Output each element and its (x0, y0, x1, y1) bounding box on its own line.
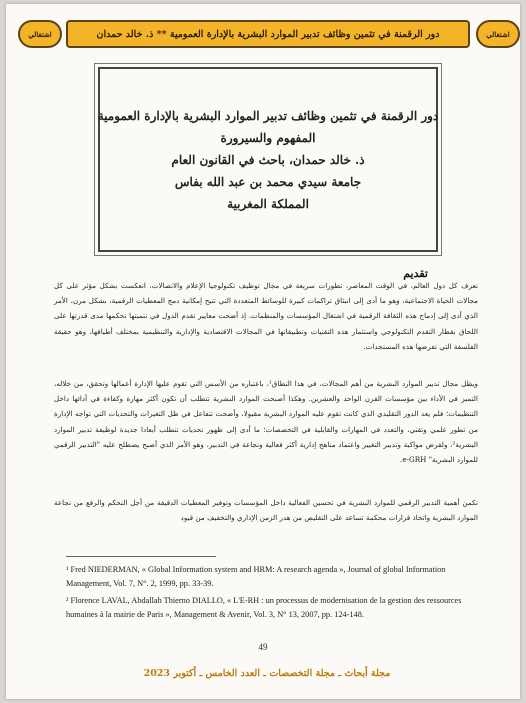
body-paragraph: ويظل مجال تدبير الموارد البشرية من أهم المجالات، في هذا النطاق¹، باعتباره من الأسس التي تقوم عليها الإدارة أعمالها وتحقق، من خلاله، التميز في الأداء بين مؤسسات القرن الواحد والعشرين. وهكذا أصبحت الموارد البشرية تتطلب أن تكون أكثر مهارة وكفاءة في أدائها داخل التنظيمات؛ فلم يعد الدور التقليدي الذي كانت تقوم عليه الموارد البشرية مقبولا، وأضحت تتفاعل في ظل التغيرات والتحديات التي تواجه الإدارة من تطور علمي وتقني، والتعدد في المهارات والقابلية في التخصصات؛ ما أدى إلى ظهور تحديات تتطلب أبعادا جديدة لوظيفة تدبير الموارد البشرية²، ولفرض مواكبة وتدبير التغيير واعتماد مناهج إدارية أكثر فعالية ونجاعة في التدبير، وهو الأمر الذي أصبح يصطلح عليه "التدبير الرقمي للموارد البشرية" e-GRH. (54, 379, 478, 465)
article-subtitle: المفهوم والسيرورة (220, 130, 316, 145)
author-line: ذ. خالد حمدان، باحث في القانون العام (171, 152, 365, 167)
journal-logo-right: اشتغالي (476, 20, 520, 48)
footnote: ² Florence LAVAL, Abdallah Thierno DIALLO, « L'E-RH : un processus de modernisation de la gestion des ressources humaines à la mairie de Paris », Management & Avenir, Vol. 3, N° 13, 2007, pp. 124-148. (66, 596, 462, 619)
running-header: دور الرقمنة في تثمين وظائف تدبير الموارد البشرية بالإدارة العمومية ** ذ. خالد حمدان (66, 20, 470, 48)
body-paragraph: تعرف كل دول العالم، في الوقت المعاصر، تطورات سريعة في مجال توظيف تكنولوجيا الإعلام والاتصالات، انعكست بشكل مؤثر على كل مجالات الحياة الاجتماعية، وهو ما أدى إلى انبثاق تراكمات كبيرة للوسائط المتعددة التي تتيح إمكانية دمج المعطيات الرقمية، بشكل مرن، الأمر الذي أدى إلى إدماج هذه الثقافة الرقمية في اشتغال المؤسسات والمنظمات. إذ أضحت معايير تقدم الدول في تنميتها تحكمها مدى قدرتها على اللحاق بقطار التقدم التكنولوجي واستثمار هذه التقنيات وتطبيقاتها في المجالات الاقتصادية والإدارية والتنظيمية بمختلف أطيافها، وهو حقيقة الفلسفة التي تفرضها هذه المستجدات. (54, 281, 478, 351)
footnote: ¹ Fred NIEDERMAN, « Global Information system and HRM: A research agenda », Journal of global Information Management, Vol. 7, N°. 2, 1999, pp. 33-39. (66, 565, 446, 588)
article-title: دور الرقمنة في تثمين وظائف تدبير الموارد البشرية بالإدارة العمومية (97, 108, 439, 123)
country-line: المملكة المغربية (227, 196, 309, 211)
document-page (6, 4, 520, 699)
body-paragraph: تكمن أهمية التدبير الرقمي للموارد البشرية في تحسين الفعالية داخل المؤسسات وتوفير المعطيات الدقيقة من أجل التحكم والرفع من نجاعة الموارد البشرية واتخاذ قرارات محكمة تساعد على التقليص من هدر الزمن الإداري والتخفيف من قيود (54, 498, 478, 523)
section-heading: تقديم (403, 267, 428, 280)
university-line: جامعة سيدي محمد بن عبد الله بفاس (174, 174, 362, 189)
article-title-box (98, 67, 438, 252)
journal-logo-left: اشتغالي (18, 20, 62, 48)
page-number: 49 (258, 642, 268, 652)
footnote-divider (66, 556, 216, 557)
journal-footer: مجلة أبحاث ـ مجلة التخصصات ـ العدد الخامس ـ أكتوبر 2023 (143, 668, 391, 679)
